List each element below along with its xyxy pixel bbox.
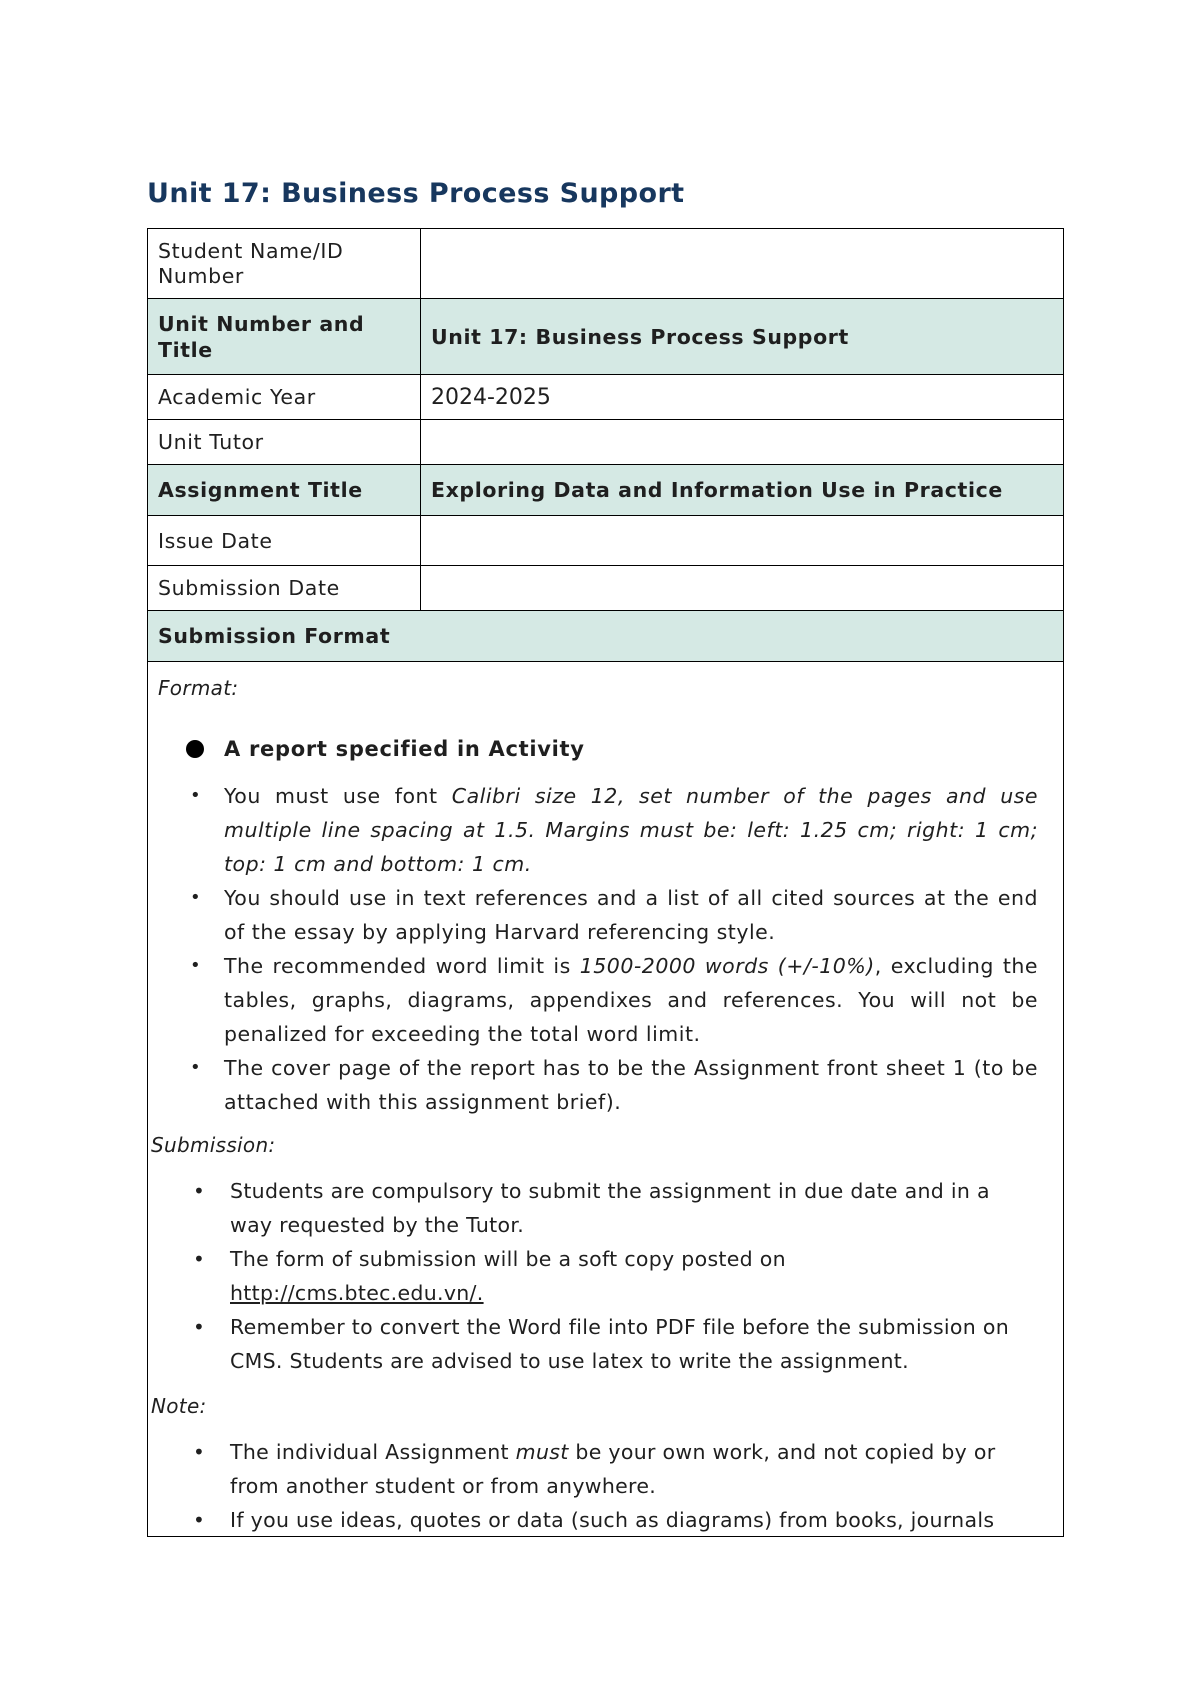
table-row <box>148 299 1064 375</box>
assignment-brief-table <box>147 228 1064 1537</box>
list-item: • Students are compulsory to submit the assignment in due date and in a way requested by the Tutor. <box>148 1174 1050 1242</box>
table-row <box>148 375 1064 420</box>
table-row <box>148 662 1064 1537</box>
table-row <box>148 465 1064 516</box>
student-name-label: Student Name/ID Number <box>148 229 421 299</box>
submission-format-header: Submission Format <box>148 611 1064 662</box>
note-list <box>148 1435 1050 1536</box>
submission-date-value <box>421 566 1064 611</box>
document-title: Unit 17: Business Process Support <box>147 178 685 209</box>
assignment-title-value: Exploring Data and Information Use in Practice <box>421 465 1064 516</box>
list-item: • The individual Assignment must be your own work, and not copied by or from another student or from anywhere. <box>148 1435 1050 1503</box>
format-list <box>148 779 1050 1119</box>
format-label: Format: <box>158 676 239 700</box>
bullet-icon <box>186 740 204 758</box>
table-row <box>148 420 1064 465</box>
student-name-value <box>421 229 1064 299</box>
unit-tutor-value <box>421 420 1064 465</box>
list-item: • You must use font Calibri size 12, set number of the pages and use multiple line spacing at 1.5. Margins must be: left: 1.25 cm; right: 1 cm; top: 1 cm and bottom: 1 cm. <box>148 779 1050 881</box>
cms-link[interactable]: http://cms.btec.edu.vn/. <box>230 1281 484 1305</box>
issue-date-label: Issue Date <box>148 516 421 566</box>
unit-title-value: Unit 17: Business Process Support <box>421 299 1064 375</box>
academic-year-value: 2024-2025 <box>421 375 1064 420</box>
table-row <box>148 566 1064 611</box>
list-item: • Remember to convert the Word file into PDF file before the submission on CMS. Students are advised to use latex to write the assignment. <box>148 1310 1050 1378</box>
unit-title-label: Unit Number and Title <box>148 299 421 375</box>
list-item: • If you use ideas, quotes or data (such as diagrams) from books, journals <box>148 1503 1050 1536</box>
unit-tutor-label: Unit Tutor <box>148 420 421 465</box>
submission-date-label: Submission Date <box>148 566 421 611</box>
table-row <box>148 229 1064 299</box>
submission-details-cell <box>148 662 1064 1537</box>
academic-year-label: Academic Year <box>148 375 421 420</box>
submission-list <box>148 1174 1050 1378</box>
main-bullet <box>186 737 585 761</box>
issue-date-value <box>421 516 1064 566</box>
submission-label: Submission: <box>151 1133 276 1157</box>
main-bullet-text: A report specified in Activity <box>224 737 585 761</box>
table-row <box>148 516 1064 566</box>
list-item: • The cover page of the report has to be the Assignment front sheet 1 (to be attached with this assignment brief). <box>148 1051 1050 1119</box>
list-item: • You should use in text references and a list of all cited sources at the end of the essay by applying Harvard referencing style. <box>148 881 1050 949</box>
list-item: • The form of submission will be a soft copy posted on http://cms.btec.edu.vn/. <box>148 1242 1050 1310</box>
note-label: Note: <box>151 1394 207 1418</box>
list-item: • The recommended word limit is 1500-2000 words (+/-10%), excluding the tables, graphs, diagrams, appendixes and references. You will not be penalized for exceeding the total word limit. <box>148 949 1050 1051</box>
assignment-title-label: Assignment Title <box>148 465 421 516</box>
table-row <box>148 611 1064 662</box>
